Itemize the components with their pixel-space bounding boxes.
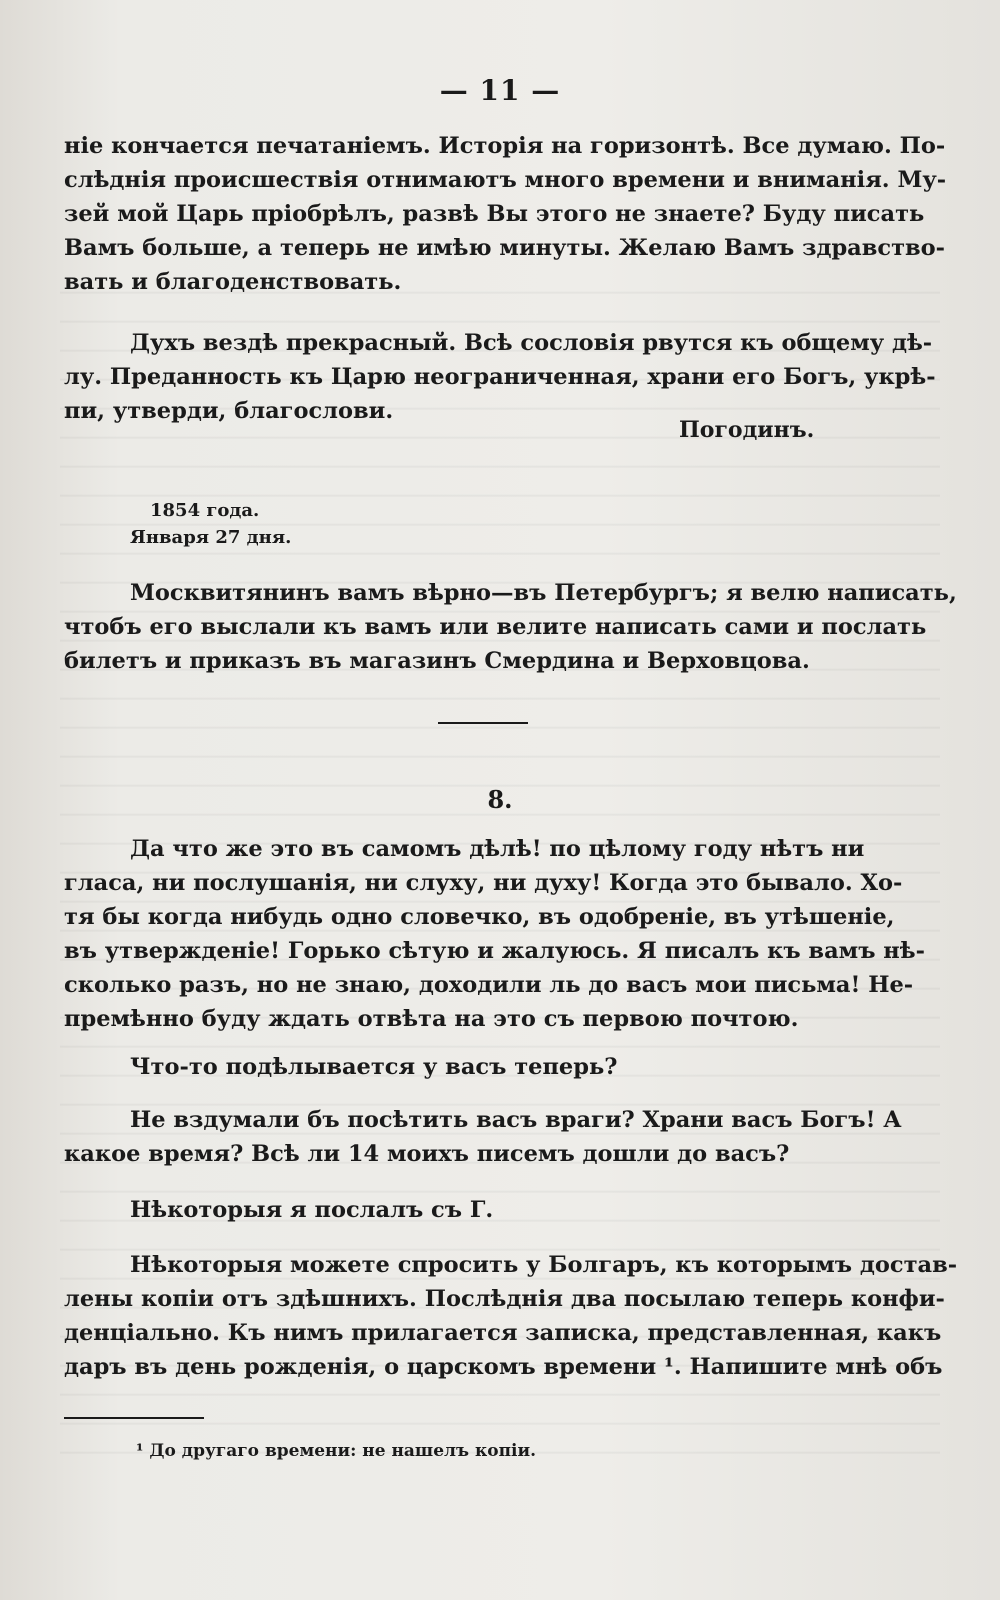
text-line: билетъ и приказъ въ магазинъ Смердина и Верховцова. — [64, 648, 810, 674]
text-line: премѣнно буду ждать отвѣта на это съ первою почтою. — [64, 1006, 799, 1032]
text-line: ніе кончается печатаніемъ. Исторія на горизонтѣ. Все думаю. По- — [64, 133, 946, 159]
text-line: сколько разъ, но не знаю, доходили ль до васъ мои письма! Не- — [64, 972, 914, 998]
text-line: зей мой Царь пріобрѣлъ, развѣ Вы этого не знаете? Буду писать — [64, 201, 925, 227]
text-line: гласа, ни послушанія, ни слуху, ни духу! Когда это бывало. Хо- — [64, 870, 903, 896]
text-line: слѣднія происшествія отнимаютъ много времени и вниманія. Му- — [64, 167, 947, 193]
paragraph-1 — [0, 129, 1000, 299]
text-line: Нѣкоторыя я послалъ съ Г. — [130, 1197, 494, 1223]
text-line: Москвитянинъ вамъ вѣрно—въ Петербургъ; я велю написать, — [130, 580, 957, 606]
paragraph-2 — [0, 326, 1000, 428]
text-line: тя бы когда нибудь одно словечко, въ одобреніе, въ утѣшеніе, — [64, 904, 895, 930]
text-line: лу. Преданность къ Царю неограниченная, храни его Богъ, укрѣ- — [64, 364, 936, 390]
footnote: ¹ До другаго времени: не нашелъ копіи. — [136, 1441, 536, 1461]
paragraph-7 — [0, 1193, 1000, 1227]
text-line: Вамъ больше, а теперь не имѣю минуты. Желаю Вамъ здравство- — [64, 235, 946, 261]
text-line: пи, утверди, благослови. — [64, 398, 394, 424]
text-line: въ утвержденіе! Горько сѣтую и жалуюсь. Я писалъ къ вамъ нѣ- — [64, 938, 925, 964]
page-number: — 11 — — [439, 74, 561, 107]
text-line: лены копіи отъ здѣшнихъ. Послѣднія два посылаю теперь конфи- — [64, 1286, 945, 1312]
section-number: 8. — [487, 785, 513, 814]
footnote-rule — [64, 1417, 204, 1419]
paragraph-3 — [0, 576, 1000, 678]
text-line: Да что же это въ самомъ дѣлѣ! по цѣлому году нѣтъ ни — [130, 836, 865, 862]
text-line: Духъ вездѣ прекрасный. Всѣ сословія рвутся къ общему дѣ- — [130, 330, 933, 356]
signature: Погодинъ. — [679, 417, 815, 443]
text-line: Не вздумали бъ посѣтить васъ враги? Храни васъ Богъ! А — [130, 1107, 902, 1133]
text-line: Что-то подѣлывается у васъ теперь? — [130, 1054, 618, 1080]
text-line: денціально. Къ нимъ прилагается записка, представленная, какъ — [64, 1320, 942, 1346]
text-line: даръ въ день рожденія, о царскомъ времени ¹. Напишите мнѣ объ — [64, 1354, 943, 1380]
text-line: Нѣкоторыя можете спросить у Болгаръ, къ которымъ достав- — [130, 1252, 958, 1278]
paragraph-5 — [0, 1050, 1000, 1084]
text-line: какое время? Всѣ ли 14 моихъ писемъ дошли до васъ? — [64, 1141, 790, 1167]
section-divider — [438, 722, 528, 724]
text-line: чтобъ его выслали къ вамъ или велите написать сами и послать — [64, 614, 927, 640]
paragraph-8 — [0, 1248, 1000, 1384]
date-year: 1854 года. — [150, 500, 260, 521]
date-day: Января 27 дня. — [130, 527, 292, 548]
paragraph-4 — [0, 832, 1000, 1036]
text-line: вать и благоденствовать. — [64, 269, 402, 295]
paragraph-6 — [0, 1103, 1000, 1171]
